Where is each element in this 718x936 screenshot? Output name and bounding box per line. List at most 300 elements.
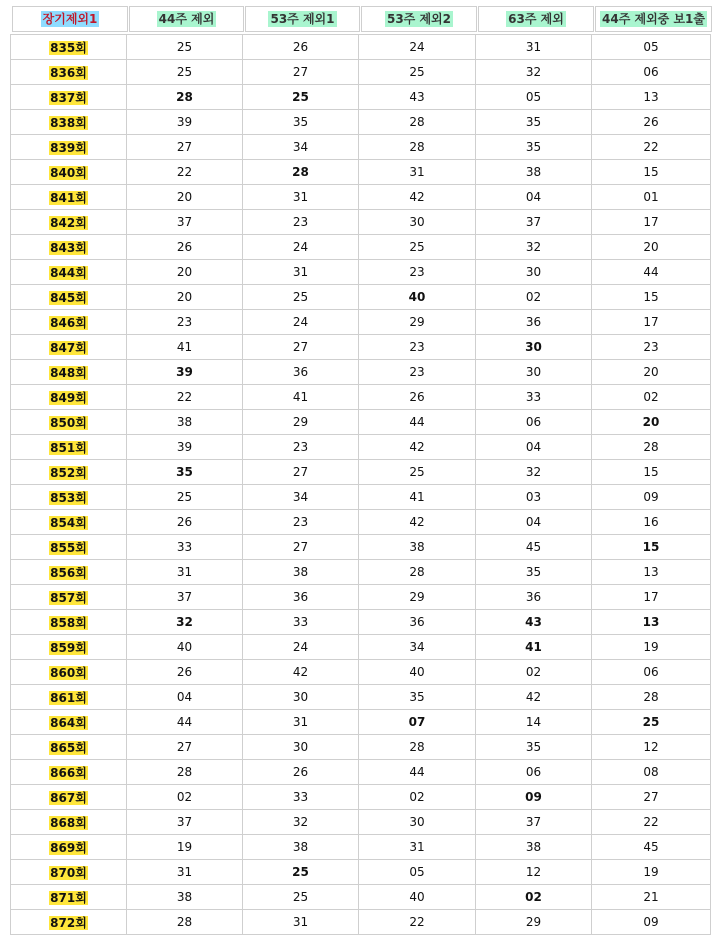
round-cell <box>11 510 127 535</box>
value-cell: 02 <box>359 785 476 810</box>
round-label: 858회 <box>50 615 87 630</box>
value-cell: 31 <box>243 910 359 935</box>
value-cell: 32 <box>243 810 359 835</box>
value-cell: 19 <box>127 835 243 860</box>
value-cell: 16 <box>592 510 711 535</box>
table-row <box>11 685 711 710</box>
value-cell: 17 <box>592 585 711 610</box>
table-row <box>11 835 711 860</box>
header-cell <box>129 6 244 32</box>
value-cell: 27 <box>243 335 359 360</box>
header-row <box>12 6 712 34</box>
header-label: 44주 제외중 보1출 <box>602 12 705 26</box>
value-cell: 36 <box>243 585 359 610</box>
table-row <box>11 235 711 260</box>
value-cell: 27 <box>243 60 359 85</box>
value-cell: 31 <box>127 560 243 585</box>
round-label: 851회 <box>50 440 87 455</box>
results-table-body <box>11 35 711 935</box>
value-cell: 06 <box>592 660 711 685</box>
value-cell: 36 <box>476 585 592 610</box>
value-cell: 40 <box>359 285 476 310</box>
header-label: 63주 제외 <box>508 12 564 26</box>
value-cell: 13 <box>592 610 711 635</box>
round-cell <box>11 685 127 710</box>
value-cell: 44 <box>127 710 243 735</box>
value-cell: 36 <box>243 360 359 385</box>
value-cell: 41 <box>476 635 592 660</box>
table-row <box>11 60 711 85</box>
value-cell: 37 <box>127 810 243 835</box>
value-cell: 31 <box>243 185 359 210</box>
round-cell <box>11 335 127 360</box>
value-cell: 35 <box>476 735 592 760</box>
round-cell <box>11 385 127 410</box>
value-cell: 30 <box>476 260 592 285</box>
value-cell: 35 <box>243 110 359 135</box>
value-cell: 15 <box>592 160 711 185</box>
round-label: 835회 <box>50 40 87 55</box>
value-cell: 26 <box>127 510 243 535</box>
value-cell: 15 <box>592 535 711 560</box>
table-row <box>11 485 711 510</box>
table-row <box>11 385 711 410</box>
value-cell: 31 <box>127 860 243 885</box>
value-cell: 45 <box>476 535 592 560</box>
value-cell: 28 <box>359 110 476 135</box>
value-cell: 38 <box>243 560 359 585</box>
value-cell: 25 <box>243 285 359 310</box>
value-cell: 24 <box>243 235 359 260</box>
table-row <box>11 285 711 310</box>
table-row <box>11 510 711 535</box>
table-row <box>11 35 711 60</box>
round-cell <box>11 835 127 860</box>
value-cell: 24 <box>243 635 359 660</box>
round-label: 869회 <box>50 840 87 855</box>
round-cell <box>11 110 127 135</box>
round-label: 838회 <box>50 115 87 130</box>
table-row <box>11 85 711 110</box>
round-cell <box>11 185 127 210</box>
round-cell <box>11 760 127 785</box>
value-cell: 25 <box>243 85 359 110</box>
round-cell <box>11 610 127 635</box>
round-cell <box>11 135 127 160</box>
value-cell: 38 <box>359 535 476 560</box>
round-label: 849회 <box>50 390 87 405</box>
round-label: 856회 <box>50 565 87 580</box>
value-cell: 24 <box>359 35 476 60</box>
value-cell: 34 <box>243 135 359 160</box>
value-cell: 35 <box>127 460 243 485</box>
value-cell: 22 <box>592 810 711 835</box>
value-cell: 42 <box>359 435 476 460</box>
value-cell: 35 <box>476 560 592 585</box>
round-label: 844회 <box>50 265 87 280</box>
value-cell: 39 <box>127 360 243 385</box>
value-cell: 43 <box>359 85 476 110</box>
value-cell: 29 <box>359 310 476 335</box>
results-table <box>10 34 711 935</box>
value-cell: 09 <box>592 910 711 935</box>
value-cell: 44 <box>592 260 711 285</box>
value-cell: 31 <box>359 160 476 185</box>
value-cell: 43 <box>476 610 592 635</box>
round-cell <box>11 285 127 310</box>
round-cell <box>11 910 127 935</box>
value-cell: 33 <box>476 385 592 410</box>
value-cell: 22 <box>359 910 476 935</box>
value-cell: 40 <box>359 885 476 910</box>
table-row <box>11 360 711 385</box>
value-cell: 15 <box>592 285 711 310</box>
value-cell: 37 <box>476 210 592 235</box>
value-cell: 29 <box>243 410 359 435</box>
value-cell: 25 <box>243 885 359 910</box>
round-label: 857회 <box>50 590 87 605</box>
value-cell: 42 <box>359 185 476 210</box>
value-cell: 26 <box>243 760 359 785</box>
value-cell: 22 <box>127 160 243 185</box>
value-cell: 35 <box>359 685 476 710</box>
round-label: 850회 <box>50 415 87 430</box>
round-label: 836회 <box>50 65 87 80</box>
value-cell: 07 <box>359 710 476 735</box>
round-cell <box>11 535 127 560</box>
value-cell: 25 <box>592 710 711 735</box>
table-row <box>11 210 711 235</box>
value-cell: 31 <box>243 710 359 735</box>
value-cell: 44 <box>359 760 476 785</box>
table-row <box>11 585 711 610</box>
value-cell: 31 <box>476 35 592 60</box>
value-cell: 29 <box>359 585 476 610</box>
header-cell <box>245 6 360 32</box>
value-cell: 08 <box>592 760 711 785</box>
value-cell: 38 <box>476 835 592 860</box>
value-cell: 27 <box>127 735 243 760</box>
round-cell <box>11 85 127 110</box>
value-cell: 33 <box>243 610 359 635</box>
value-cell: 41 <box>127 335 243 360</box>
round-cell <box>11 810 127 835</box>
value-cell: 37 <box>127 585 243 610</box>
value-cell: 26 <box>127 660 243 685</box>
value-cell: 30 <box>476 360 592 385</box>
value-cell: 23 <box>127 310 243 335</box>
table-row <box>11 185 711 210</box>
value-cell: 20 <box>127 185 243 210</box>
table-row <box>11 535 711 560</box>
value-cell: 04 <box>476 435 592 460</box>
round-cell <box>11 410 127 435</box>
value-cell: 04 <box>127 685 243 710</box>
value-cell: 35 <box>476 110 592 135</box>
value-cell: 24 <box>243 310 359 335</box>
value-cell: 20 <box>127 285 243 310</box>
round-label: 865회 <box>50 740 87 755</box>
table-row <box>11 885 711 910</box>
value-cell: 39 <box>127 435 243 460</box>
round-cell <box>11 885 127 910</box>
value-cell: 17 <box>592 210 711 235</box>
value-cell: 32 <box>127 610 243 635</box>
value-cell: 04 <box>476 510 592 535</box>
value-cell: 32 <box>476 60 592 85</box>
round-label: 842회 <box>50 215 87 230</box>
table-row <box>11 560 711 585</box>
value-cell: 28 <box>127 910 243 935</box>
value-cell: 33 <box>243 785 359 810</box>
table-row <box>11 760 711 785</box>
round-label: 852회 <box>50 465 87 480</box>
value-cell: 26 <box>243 35 359 60</box>
round-cell <box>11 585 127 610</box>
round-label: 867회 <box>50 790 87 805</box>
round-label: 871회 <box>50 890 87 905</box>
value-cell: 23 <box>243 210 359 235</box>
value-cell: 31 <box>243 260 359 285</box>
round-label: 868회 <box>50 815 87 830</box>
table-row <box>11 260 711 285</box>
round-cell <box>11 460 127 485</box>
value-cell: 25 <box>127 35 243 60</box>
value-cell: 39 <box>127 110 243 135</box>
value-cell: 38 <box>243 835 359 860</box>
value-cell: 42 <box>476 685 592 710</box>
round-cell <box>11 485 127 510</box>
value-cell: 23 <box>359 360 476 385</box>
value-cell: 30 <box>243 685 359 710</box>
round-label: 843회 <box>50 240 87 255</box>
round-label: 870회 <box>50 865 87 880</box>
table-row <box>11 735 711 760</box>
value-cell: 38 <box>127 885 243 910</box>
value-cell: 03 <box>476 485 592 510</box>
value-cell: 30 <box>359 210 476 235</box>
value-cell: 32 <box>476 460 592 485</box>
value-cell: 05 <box>592 35 711 60</box>
round-cell <box>11 235 127 260</box>
table-row <box>11 910 711 935</box>
value-cell: 23 <box>243 510 359 535</box>
value-cell: 04 <box>476 185 592 210</box>
value-cell: 37 <box>476 810 592 835</box>
value-cell: 27 <box>592 785 711 810</box>
value-cell: 27 <box>243 460 359 485</box>
header-label: 44주 제외 <box>158 12 215 26</box>
value-cell: 42 <box>243 660 359 685</box>
value-cell: 25 <box>359 460 476 485</box>
header-label: 장기제외1 <box>42 12 98 26</box>
round-cell <box>11 860 127 885</box>
value-cell: 28 <box>127 760 243 785</box>
value-cell: 25 <box>127 60 243 85</box>
table-row <box>11 410 711 435</box>
value-cell: 20 <box>592 235 711 260</box>
round-label: 866회 <box>50 765 87 780</box>
header-cell <box>595 6 712 32</box>
round-label: 860회 <box>50 665 87 680</box>
value-cell: 28 <box>592 435 711 460</box>
value-cell: 02 <box>476 660 592 685</box>
round-label: 853회 <box>50 490 87 505</box>
table-row <box>11 810 711 835</box>
value-cell: 22 <box>127 385 243 410</box>
value-cell: 45 <box>592 835 711 860</box>
value-cell: 30 <box>476 335 592 360</box>
value-cell: 40 <box>127 635 243 660</box>
round-cell <box>11 310 127 335</box>
table-row <box>11 435 711 460</box>
round-label: 846회 <box>50 315 87 330</box>
value-cell: 34 <box>359 635 476 660</box>
value-cell: 36 <box>476 310 592 335</box>
round-cell <box>11 260 127 285</box>
value-cell: 38 <box>476 160 592 185</box>
header-cell <box>478 6 594 32</box>
value-cell: 09 <box>476 785 592 810</box>
table-row <box>11 610 711 635</box>
value-cell: 38 <box>127 410 243 435</box>
round-cell <box>11 635 127 660</box>
value-cell: 20 <box>127 260 243 285</box>
value-cell: 25 <box>359 60 476 85</box>
round-label: 864회 <box>50 715 87 730</box>
value-cell: 28 <box>127 85 243 110</box>
round-label: 841회 <box>50 190 87 205</box>
value-cell: 13 <box>592 560 711 585</box>
value-cell: 05 <box>359 860 476 885</box>
header-label: 53주 제외2 <box>386 12 451 26</box>
round-label: 848회 <box>50 365 87 380</box>
table-row <box>11 160 711 185</box>
round-cell <box>11 360 127 385</box>
value-cell: 25 <box>359 235 476 260</box>
value-cell: 41 <box>243 385 359 410</box>
round-cell <box>11 160 127 185</box>
value-cell: 25 <box>127 485 243 510</box>
value-cell: 34 <box>243 485 359 510</box>
round-cell <box>11 710 127 735</box>
value-cell: 37 <box>127 210 243 235</box>
value-cell: 06 <box>476 410 592 435</box>
value-cell: 01 <box>592 185 711 210</box>
round-cell <box>11 660 127 685</box>
value-cell: 26 <box>127 235 243 260</box>
value-cell: 23 <box>359 260 476 285</box>
table-row <box>11 460 711 485</box>
round-label: 872회 <box>50 915 87 930</box>
value-cell: 19 <box>592 860 711 885</box>
round-label: 840회 <box>50 165 87 180</box>
table-row <box>11 660 711 685</box>
value-cell: 06 <box>476 760 592 785</box>
value-cell: 02 <box>127 785 243 810</box>
round-cell <box>11 60 127 85</box>
value-cell: 09 <box>592 485 711 510</box>
value-cell: 28 <box>592 685 711 710</box>
value-cell: 05 <box>476 85 592 110</box>
value-cell: 12 <box>476 860 592 885</box>
header-label: 53주 제외1 <box>270 12 335 26</box>
value-cell: 26 <box>592 110 711 135</box>
value-cell: 22 <box>592 135 711 160</box>
table-row <box>11 635 711 660</box>
value-cell: 23 <box>359 335 476 360</box>
value-cell: 23 <box>592 335 711 360</box>
value-cell: 35 <box>476 135 592 160</box>
value-cell: 44 <box>359 410 476 435</box>
value-cell: 20 <box>592 410 711 435</box>
round-cell <box>11 560 127 585</box>
header-cell <box>361 6 477 32</box>
value-cell: 29 <box>476 910 592 935</box>
value-cell: 26 <box>359 385 476 410</box>
value-cell: 42 <box>359 510 476 535</box>
round-cell <box>11 435 127 460</box>
round-label: 859회 <box>50 640 87 655</box>
value-cell: 20 <box>592 360 711 385</box>
value-cell: 30 <box>243 735 359 760</box>
value-cell: 25 <box>243 860 359 885</box>
value-cell: 02 <box>476 885 592 910</box>
value-cell: 40 <box>359 660 476 685</box>
round-label: 847회 <box>50 340 87 355</box>
value-cell: 12 <box>592 735 711 760</box>
value-cell: 30 <box>359 810 476 835</box>
round-cell <box>11 785 127 810</box>
round-label: 839회 <box>50 140 87 155</box>
value-cell: 19 <box>592 635 711 660</box>
value-cell: 23 <box>243 435 359 460</box>
value-cell: 28 <box>243 160 359 185</box>
value-cell: 41 <box>359 485 476 510</box>
table-row <box>11 785 711 810</box>
value-cell: 02 <box>592 385 711 410</box>
value-cell: 27 <box>243 535 359 560</box>
round-label: 861회 <box>50 690 87 705</box>
header-cell <box>12 6 128 32</box>
table-row <box>11 135 711 160</box>
value-cell: 28 <box>359 135 476 160</box>
value-cell: 32 <box>476 235 592 260</box>
value-cell: 15 <box>592 460 711 485</box>
round-label: 837회 <box>50 90 87 105</box>
round-cell <box>11 210 127 235</box>
value-cell: 27 <box>127 135 243 160</box>
value-cell: 28 <box>359 735 476 760</box>
table-row <box>11 335 711 360</box>
table-row <box>11 710 711 735</box>
table-row <box>11 860 711 885</box>
value-cell: 31 <box>359 835 476 860</box>
value-cell: 14 <box>476 710 592 735</box>
value-cell: 33 <box>127 535 243 560</box>
round-cell <box>11 35 127 60</box>
value-cell: 17 <box>592 310 711 335</box>
round-label: 854회 <box>50 515 87 530</box>
value-cell: 36 <box>359 610 476 635</box>
table-row <box>11 110 711 135</box>
round-cell <box>11 735 127 760</box>
value-cell: 28 <box>359 560 476 585</box>
value-cell: 02 <box>476 285 592 310</box>
value-cell: 13 <box>592 85 711 110</box>
value-cell: 06 <box>592 60 711 85</box>
table-row <box>11 310 711 335</box>
